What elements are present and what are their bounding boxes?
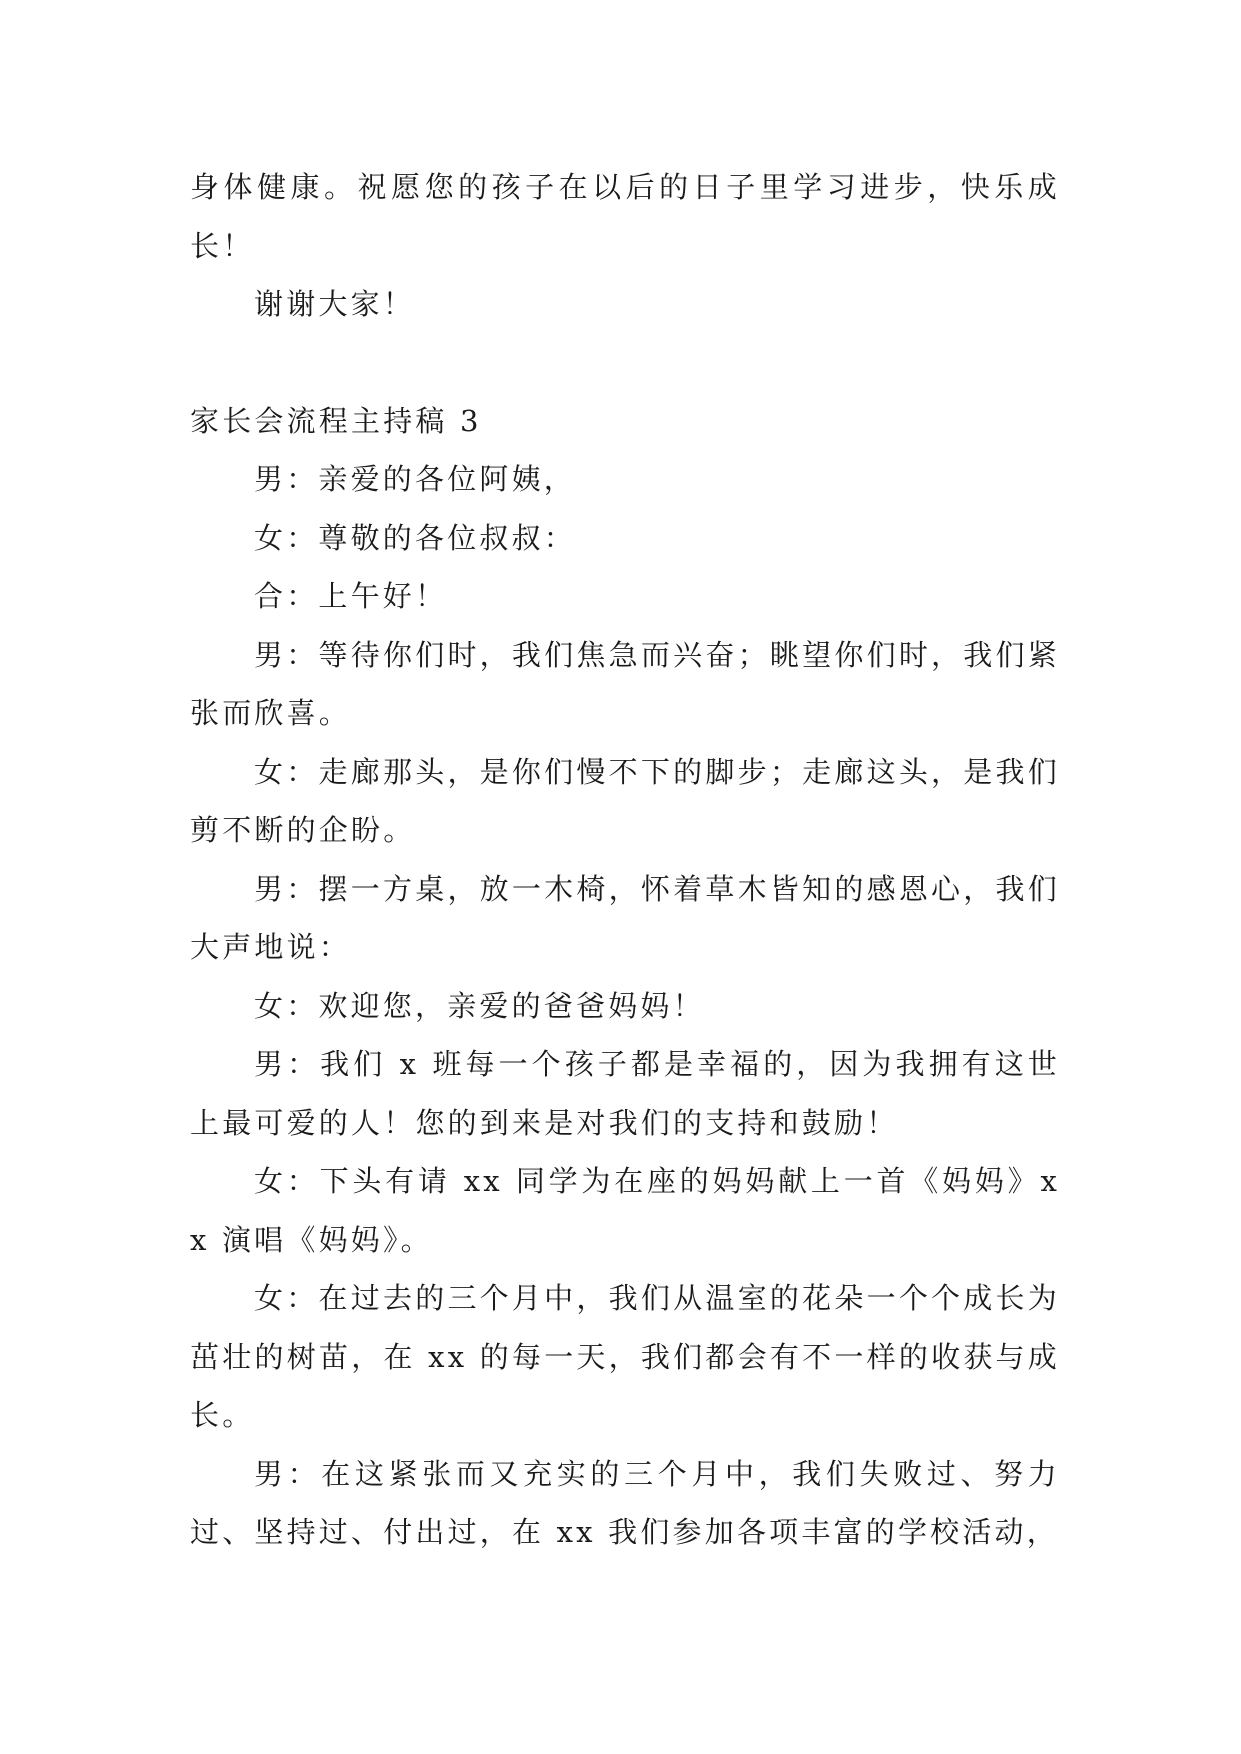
paragraph: 男：等待你们时，我们焦急而兴奋；眺望你们时，我们紧张而欣喜。 xyxy=(190,637,1060,730)
paragraph: 女：尊敬的各位叔叔： xyxy=(254,520,577,555)
paragraph: 男：我们 x 班每一个孩子都是幸福的，因为我拥有这世上最可爱的人！您的到来是对我们的支持和鼓励！ xyxy=(190,1047,1060,1140)
paragraph: 合：上午好！ xyxy=(254,579,448,613)
section-title: 家长会流程主持稿 3 xyxy=(190,403,482,438)
paragraph-continuation: 身体健康。祝愿您的孩子在以后的日子里学习进步，快乐成长！ xyxy=(190,170,1060,263)
paragraph: 男：亲爱的各位阿姨， xyxy=(254,462,577,496)
section-spacer xyxy=(190,334,1060,392)
paragraph-thanks: 谢谢大家！ xyxy=(254,287,416,321)
paragraph: 女：走廊那头，是你们慢不下的脚步；走廊这头，是我们剪不断的企盼。 xyxy=(190,754,1060,847)
paragraph: 男：在这紧张而又充实的三个月中，我们失败过、努力过、坚持过、付出过，在 xx 我们参加各项丰富的学校活动， xyxy=(190,1456,1060,1549)
paragraph: 男：摆一方桌，放一木椅，怀着草木皆知的感恩心，我们大声地说： xyxy=(190,871,1060,964)
paragraph: 女：欢迎您，亲爱的爸爸妈妈！ xyxy=(254,988,705,1023)
paragraph: 女：在过去的三个月中，我们从温室的花朵一个个成长为茁壮的树苗，在 xx 的每一天，我们都会有不一样的收获与成长。 xyxy=(190,1281,1060,1432)
paragraph: 女：下头有请 xx 同学为在座的妈妈献上一首《妈妈》xx 演唱《妈妈》。 xyxy=(190,1164,1060,1257)
document-body xyxy=(190,158,1060,1562)
